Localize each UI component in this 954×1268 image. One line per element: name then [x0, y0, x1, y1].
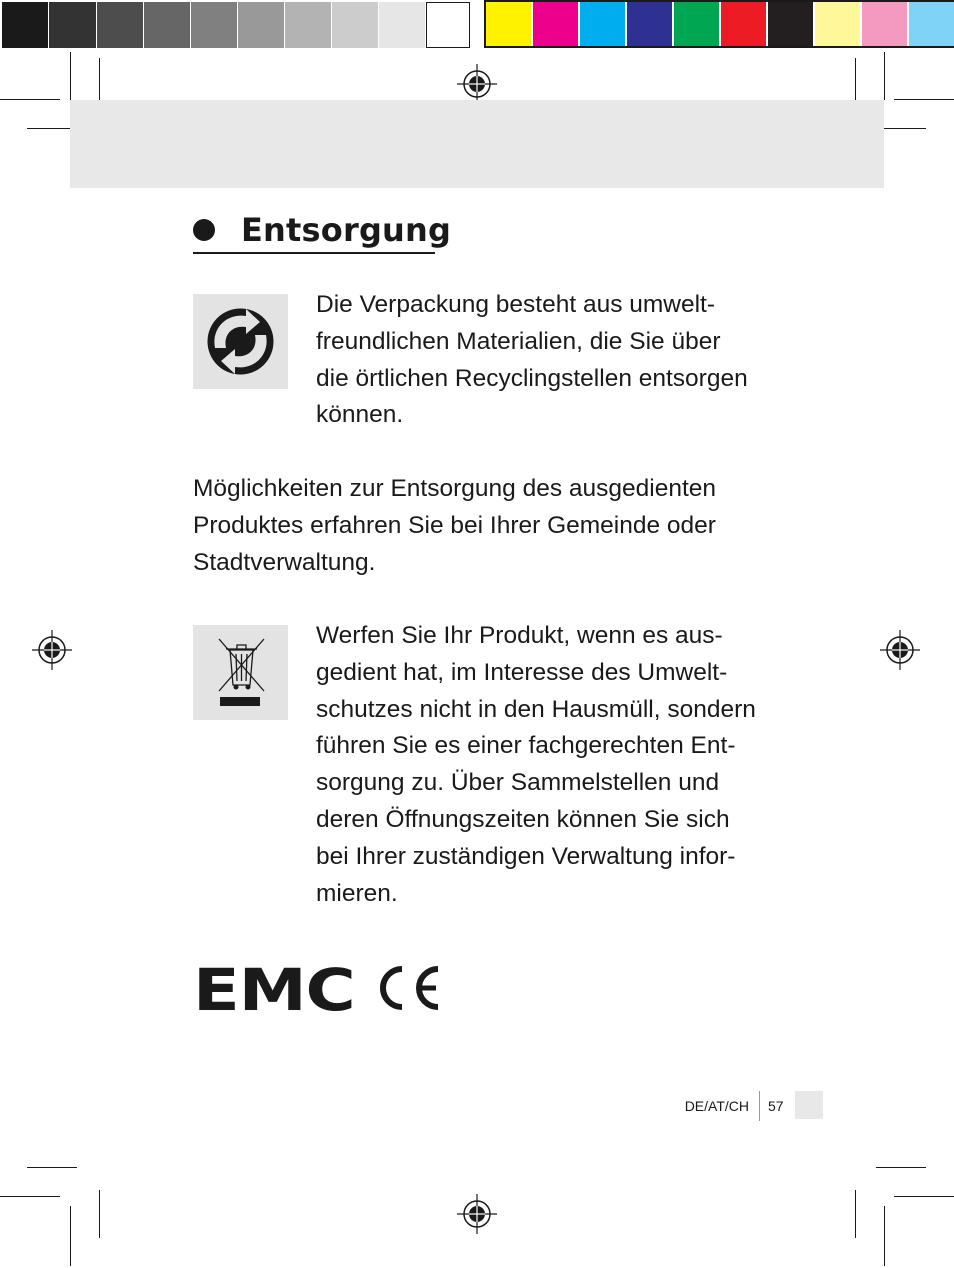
header-band — [70, 100, 884, 188]
text-line: Werfen Sie Ihr Produkt, wenn es aus- — [316, 622, 723, 649]
crossed-out-bin-icon — [193, 625, 288, 720]
gray-swatch — [49, 2, 96, 48]
crop-mark — [0, 99, 60, 100]
grayscale-calibration-bar — [2, 2, 470, 48]
text-line: können. — [316, 401, 404, 429]
crop-mark — [894, 1196, 954, 1197]
text-line: Die Verpackung besteht aus umwelt- — [316, 291, 716, 318]
text-line: gedient hat, im Interesse des Umwelt- — [316, 658, 728, 686]
registration-mark-icon — [880, 630, 920, 670]
crop-mark — [70, 52, 71, 100]
gray-swatch — [426, 2, 470, 48]
color-bar-frame — [484, 0, 954, 48]
text-line: deren Öffnungszeiten können Sie sich — [316, 805, 730, 833]
crop-mark — [894, 99, 954, 100]
gray-swatch — [332, 2, 378, 48]
green-dot-icon — [193, 294, 288, 389]
gray-swatch — [379, 2, 425, 48]
crop-mark — [99, 1190, 100, 1238]
crop-mark — [855, 58, 856, 106]
text-line: sorgung zu. Über Sammelstellen und — [316, 769, 720, 797]
weee-icon-box — [193, 625, 288, 720]
weee-paragraph — [316, 618, 756, 912]
footer-divider — [759, 1091, 760, 1121]
crop-mark — [0, 1196, 60, 1197]
text-line: schutzes nicht in den Hausmüll, sondern — [316, 695, 756, 723]
text-line: bei Ihrer zuständigen Verwaltung infor- — [316, 842, 736, 870]
gray-swatch — [238, 2, 284, 48]
text-line: freundlichen Materialien, die Sie über — [316, 327, 721, 355]
crop-mark — [855, 1190, 856, 1238]
gray-swatch — [2, 2, 48, 48]
ce-mark-icon — [372, 963, 442, 1013]
registration-mark-icon — [457, 1194, 497, 1234]
gray-swatch — [191, 2, 237, 48]
gray-swatch — [97, 2, 143, 48]
footer-region: DE/AT/CH — [684, 1098, 749, 1114]
text-line: mieren. — [316, 879, 398, 907]
packaging-paragraph — [316, 287, 748, 434]
text-line: Stadtverwaltung. — [193, 548, 376, 576]
emc-mark: EMC — [193, 956, 355, 1024]
crop-mark — [884, 52, 885, 100]
heading-underline — [193, 252, 435, 254]
options-paragraph — [193, 471, 716, 581]
packaging-icon-box — [193, 294, 288, 389]
text-line: Produktes erfahren Sie bei Ihrer Gemeinde oder — [193, 511, 716, 539]
text-line: Möglichkeiten zur Entsorgung des ausgedienten — [193, 475, 717, 502]
registration-mark-icon — [457, 64, 497, 104]
section-heading — [193, 208, 451, 252]
section-title: Entsorgung — [241, 211, 452, 249]
footer-box — [795, 1091, 823, 1119]
crop-mark — [27, 1167, 77, 1168]
gray-swatch — [285, 2, 331, 48]
crop-mark — [99, 58, 100, 106]
gray-swatch — [144, 2, 190, 48]
bullet-icon — [193, 219, 215, 241]
crop-mark — [884, 1206, 885, 1266]
crop-mark — [876, 1167, 926, 1168]
text-line: führen Sie es einer fachgerechten Ent- — [316, 732, 736, 760]
text-line: die örtlichen Recyclingstellen entsorgen — [316, 364, 748, 392]
crop-mark — [70, 1206, 71, 1266]
page-number: 57 — [768, 1098, 784, 1114]
registration-mark-icon — [32, 630, 72, 670]
